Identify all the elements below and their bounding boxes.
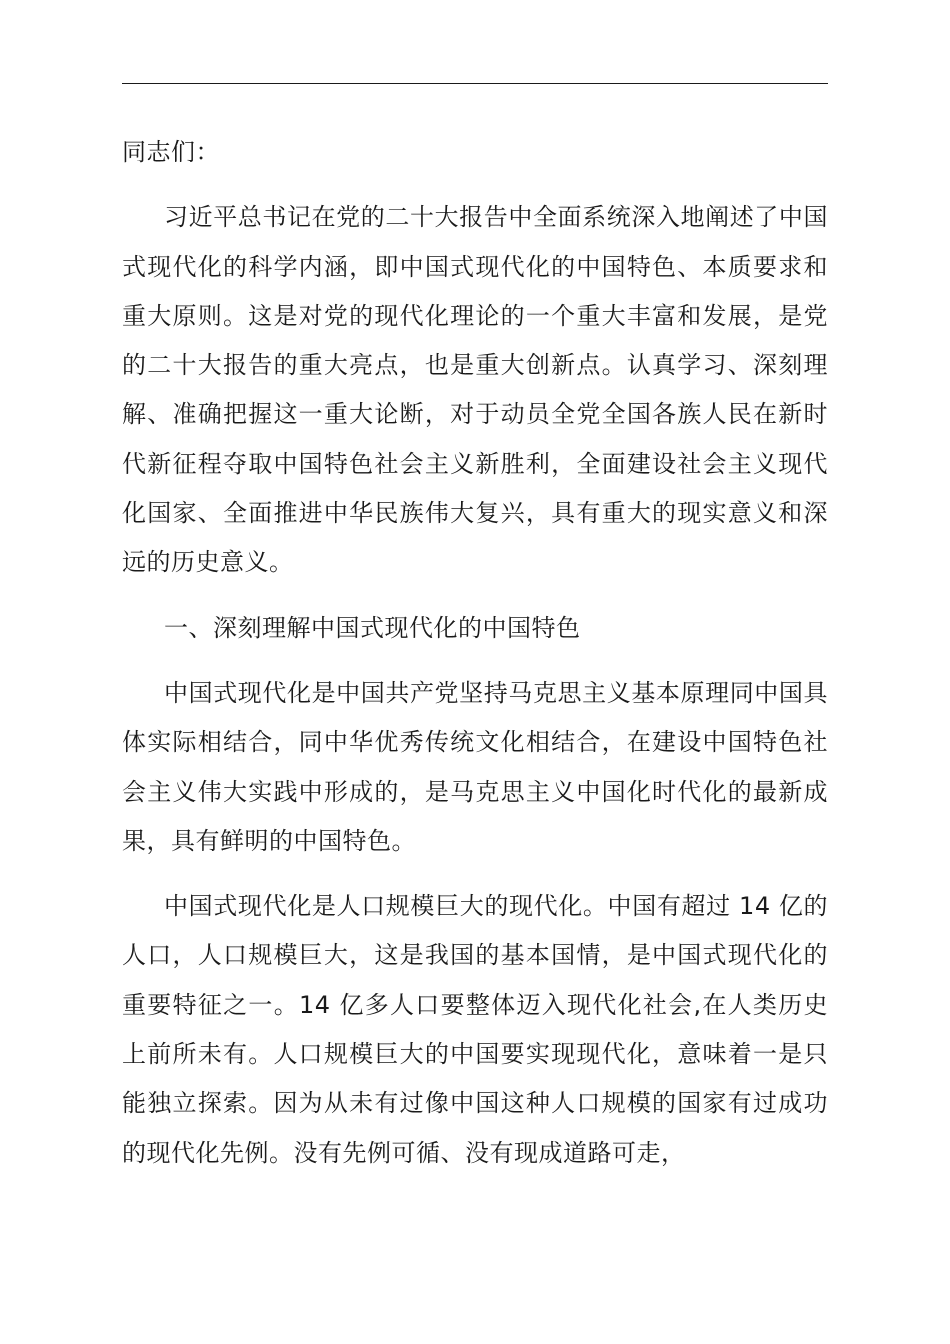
header-rule — [122, 83, 828, 84]
section-heading: 一、深刻理解中国式现代化的中国特色 — [164, 613, 581, 642]
salutation: 同志们： — [122, 138, 220, 166]
paragraph-intro: 习近平总书记在党的二十大报告中全面系统深入地阐述了中国式现代化的科学内涵，即中国式现代化的中国特色、本质要求和重大原则。这是对党的现代化理论的一个重大丰富和发展，是党的二十大报告的重大亮点，也是重大创新点。认真学习、深刻理解、准确把握这一重大论断，对于动员全党全国各族人民在新时代新征程夺取中国特色社会主义新胜利，全面建设社会主义现代化国家、全面推进中华民族伟大复兴，具有重大的现实意义和深远的历史意义。 — [122, 203, 828, 577]
paragraph-population-scale: 中国式现代化是人口规模巨大的现代化。中国有超过 14 亿的人口，人口规模巨大，这是我国的基本国情，是中国式现代化的重要特征之一。14 亿多人口要整体迈入现代化社会,在人类历史上前所未有。人口规模巨大的中国要实现现代化，意味着一是只能独立探索。因为从未有过像中国这种人口规模的国家有过成功的现代化先例。没有先例可循、没有现成道路可走， — [122, 892, 828, 1167]
document-body — [122, 128, 828, 1194]
paragraph-chinese-characteristics: 中国式现代化是中国共产党坚持马克思主义基本原理同中国具体实际相结合，同中华优秀传统文化相结合，在建设中国特色社会主义伟大实践中形成的，是马克思主义中国化时代化的最新成果，具有鲜明的中国特色。 — [122, 678, 828, 855]
